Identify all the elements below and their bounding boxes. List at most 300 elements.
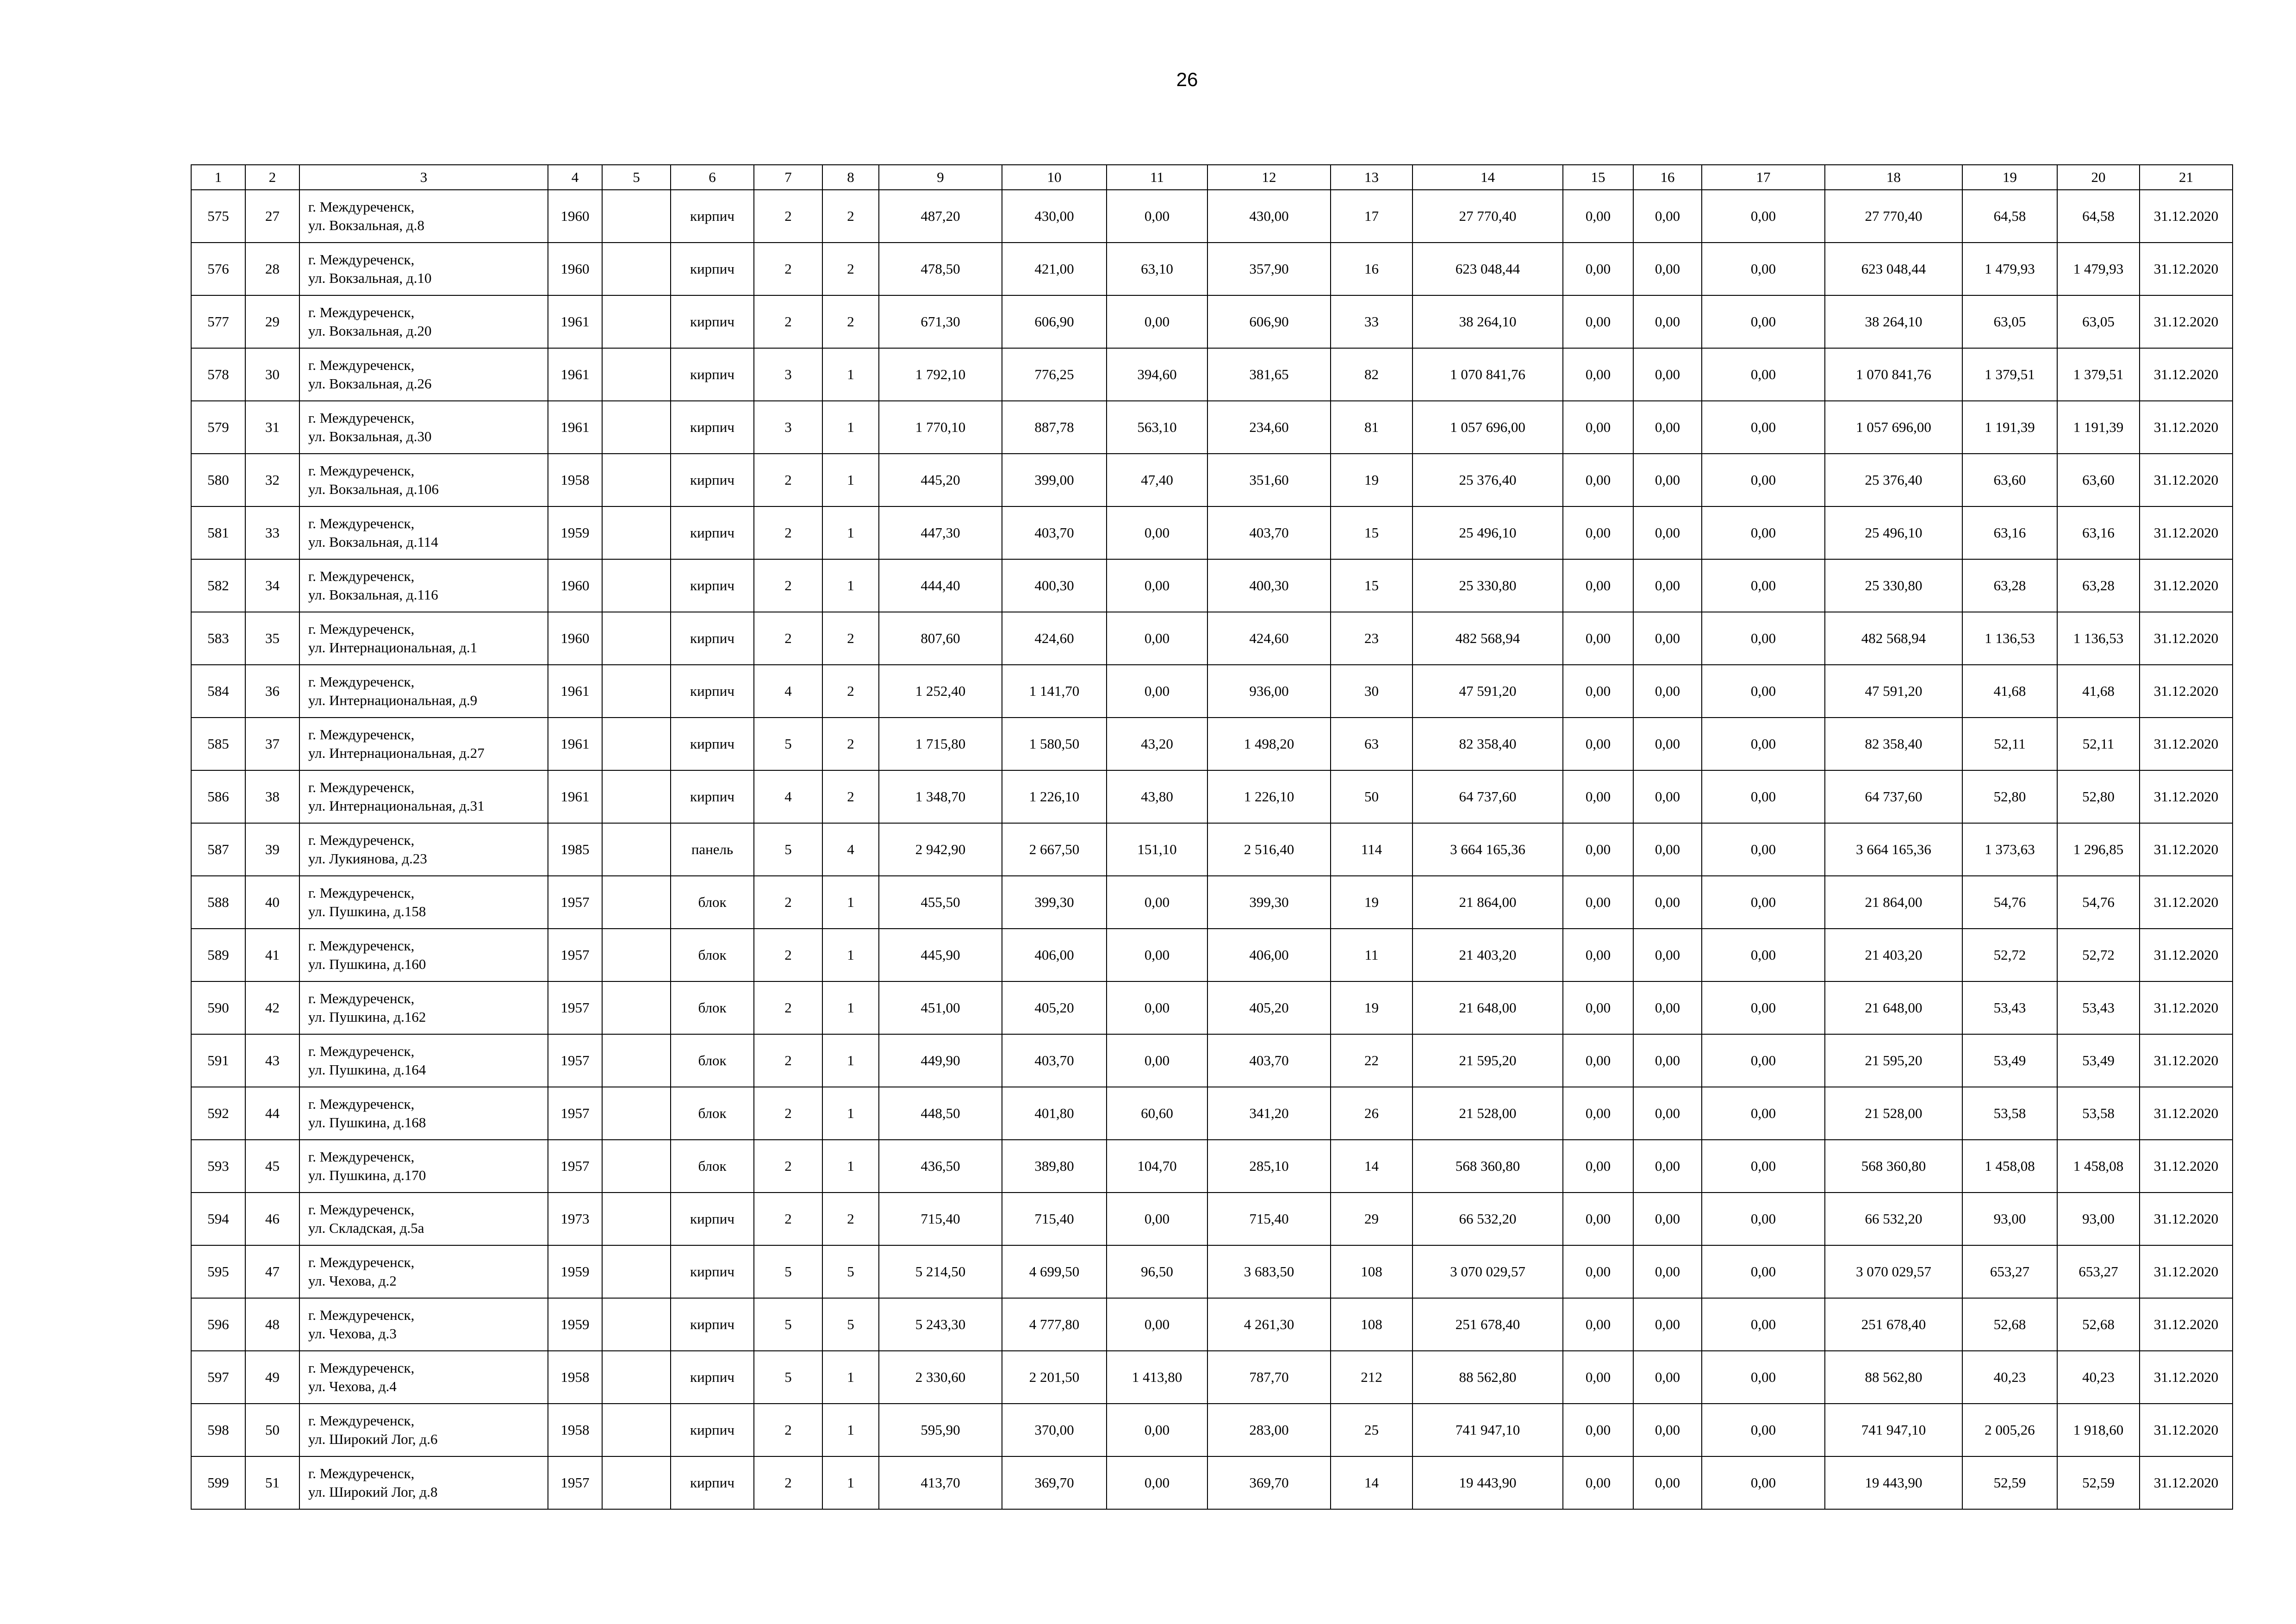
address-city: г. Междуреченск, (308, 1360, 415, 1376)
cell-col-7: 2 (754, 295, 822, 348)
cell-col-14: 21 528,00 (1412, 1087, 1563, 1140)
cell-col-20: 1 918,60 (2057, 1404, 2140, 1456)
cell-col-14: 88 562,80 (1412, 1351, 1563, 1404)
cell-col-18: 251 678,40 (1825, 1298, 1962, 1351)
cell-col-20: 1 136,53 (2057, 612, 2140, 665)
cell-col-1: 577 (191, 295, 245, 348)
cell-col-16: 0,00 (1633, 981, 1702, 1034)
cell-col-5 (602, 665, 671, 718)
cell-col-12: 399,30 (1207, 876, 1331, 929)
column-header-13: 13 (1331, 165, 1412, 190)
cell-col-18: 21 528,00 (1825, 1087, 1962, 1140)
column-header-9: 9 (879, 165, 1002, 190)
cell-col-8: 1 (822, 401, 879, 454)
address-city: г. Междуреченск, (308, 1412, 415, 1429)
cell-col-1: 582 (191, 559, 245, 612)
cell-col-20: 63,28 (2057, 559, 2140, 612)
cell-col-16: 0,00 (1633, 1298, 1702, 1351)
cell-col-7: 5 (754, 823, 822, 876)
cell-col-18: 21 403,20 (1825, 929, 1962, 981)
cell-col-9: 448,50 (879, 1087, 1002, 1140)
cell-col-16: 0,00 (1633, 454, 1702, 506)
cell-col-21: 31.12.2020 (2140, 823, 2233, 876)
address-street: ул. Пушкина, д.160 (308, 956, 426, 972)
cell-col-8: 1 (822, 876, 879, 929)
address-cell (299, 665, 548, 718)
cell-col-12: 403,70 (1207, 1034, 1331, 1087)
cell-col-13: 63 (1331, 718, 1412, 770)
header-row (191, 165, 2233, 190)
cell-col-5 (602, 348, 671, 401)
page-number: 26 (1176, 69, 1198, 90)
cell-col-15: 0,00 (1563, 506, 1633, 559)
cell-col-17: 0,00 (1702, 823, 1825, 876)
table-row (191, 190, 2233, 243)
cell-col-16: 0,00 (1633, 190, 1702, 243)
cell-col-1: 597 (191, 1351, 245, 1404)
cell-col-6: блок (671, 981, 754, 1034)
address-cell (299, 1404, 548, 1456)
cell-col-20: 52,80 (2057, 770, 2140, 823)
cell-col-10: 424,60 (1002, 612, 1107, 665)
cell-col-20: 93,00 (2057, 1193, 2140, 1245)
cell-col-12: 787,70 (1207, 1351, 1331, 1404)
cell-col-6: кирпич (671, 506, 754, 559)
cell-col-18: 21 864,00 (1825, 876, 1962, 929)
cell-col-9: 1 792,10 (879, 348, 1002, 401)
cell-col-7: 3 (754, 348, 822, 401)
cell-col-5 (602, 1087, 671, 1140)
address-city: г. Междуреченск, (308, 568, 415, 584)
cell-col-14: 25 376,40 (1412, 454, 1563, 506)
cell-col-6: блок (671, 929, 754, 981)
cell-col-18: 21 648,00 (1825, 981, 1962, 1034)
cell-col-8: 2 (822, 190, 879, 243)
cell-col-6: кирпич (671, 348, 754, 401)
address-city: г. Междуреченск, (308, 357, 415, 373)
cell-col-2: 36 (245, 665, 299, 718)
cell-col-11: 47,40 (1107, 454, 1207, 506)
cell-col-10: 1 141,70 (1002, 665, 1107, 718)
address-street: ул. Чехова, д.2 (308, 1273, 397, 1289)
address-street: ул. Вокзальная, д.10 (308, 270, 432, 286)
cell-col-2: 27 (245, 190, 299, 243)
cell-col-15: 0,00 (1563, 665, 1633, 718)
cell-col-9: 1 770,10 (879, 401, 1002, 454)
cell-col-10: 1 226,10 (1002, 770, 1107, 823)
table-row (191, 929, 2233, 981)
cell-col-15: 0,00 (1563, 929, 1633, 981)
cell-col-4: 1958 (548, 454, 602, 506)
cell-col-19: 653,27 (1962, 1245, 2057, 1298)
cell-col-6: кирпич (671, 770, 754, 823)
cell-col-14: 21 403,20 (1412, 929, 1563, 981)
cell-col-9: 451,00 (879, 981, 1002, 1034)
cell-col-4: 1957 (548, 1034, 602, 1087)
address-street: ул. Широкий Лог, д.8 (308, 1484, 438, 1500)
cell-col-15: 0,00 (1563, 295, 1633, 348)
cell-col-13: 23 (1331, 612, 1412, 665)
cell-col-17: 0,00 (1702, 876, 1825, 929)
cell-col-2: 48 (245, 1298, 299, 1351)
cell-col-10: 1 580,50 (1002, 718, 1107, 770)
table-row (191, 770, 2233, 823)
cell-col-1: 579 (191, 401, 245, 454)
cell-col-15: 0,00 (1563, 243, 1633, 295)
cell-col-18: 25 376,40 (1825, 454, 1962, 506)
cell-col-7: 5 (754, 1245, 822, 1298)
cell-col-2: 38 (245, 770, 299, 823)
cell-col-2: 43 (245, 1034, 299, 1087)
cell-col-14: 25 330,80 (1412, 559, 1563, 612)
cell-col-2: 31 (245, 401, 299, 454)
address-cell (299, 1245, 548, 1298)
cell-col-13: 25 (1331, 1404, 1412, 1456)
cell-col-21: 31.12.2020 (2140, 665, 2233, 718)
address-cell (299, 770, 548, 823)
cell-col-7: 2 (754, 929, 822, 981)
column-header-7: 7 (754, 165, 822, 190)
cell-col-7: 2 (754, 1034, 822, 1087)
cell-col-5 (602, 1140, 671, 1193)
cell-col-19: 1 379,51 (1962, 348, 2057, 401)
cell-col-18: 88 562,80 (1825, 1351, 1962, 1404)
address-street: ул. Чехова, д.4 (308, 1378, 397, 1394)
cell-col-18: 3 070 029,57 (1825, 1245, 1962, 1298)
cell-col-4: 1959 (548, 506, 602, 559)
address-city: г. Междуреченск, (308, 462, 415, 479)
cell-col-15: 0,00 (1563, 1193, 1633, 1245)
cell-col-5 (602, 295, 671, 348)
cell-col-21: 31.12.2020 (2140, 1193, 2233, 1245)
cell-col-20: 52,68 (2057, 1298, 2140, 1351)
cell-col-21: 31.12.2020 (2140, 1140, 2233, 1193)
cell-col-19: 40,23 (1962, 1351, 2057, 1404)
cell-col-11: 60,60 (1107, 1087, 1207, 1140)
cell-col-14: 19 443,90 (1412, 1456, 1563, 1509)
cell-col-21: 31.12.2020 (2140, 1034, 2233, 1087)
cell-col-2: 40 (245, 876, 299, 929)
cell-col-18: 25 496,10 (1825, 506, 1962, 559)
cell-col-20: 53,43 (2057, 981, 2140, 1034)
cell-col-19: 52,80 (1962, 770, 2057, 823)
cell-col-6: блок (671, 876, 754, 929)
address-cell (299, 1087, 548, 1140)
cell-col-18: 82 358,40 (1825, 718, 1962, 770)
address-city: г. Междуреченск, (308, 1096, 415, 1112)
cell-col-9: 413,70 (879, 1456, 1002, 1509)
cell-col-16: 0,00 (1633, 823, 1702, 876)
cell-col-6: блок (671, 1087, 754, 1140)
cell-col-21: 31.12.2020 (2140, 1298, 2233, 1351)
cell-col-21: 31.12.2020 (2140, 190, 2233, 243)
cell-col-5 (602, 929, 671, 981)
address-city: г. Междуреченск, (308, 515, 415, 531)
cell-col-16: 0,00 (1633, 1140, 1702, 1193)
cell-col-4: 1961 (548, 718, 602, 770)
cell-col-7: 2 (754, 1087, 822, 1140)
cell-col-2: 33 (245, 506, 299, 559)
cell-col-8: 2 (822, 295, 879, 348)
address-cell (299, 876, 548, 929)
cell-col-17: 0,00 (1702, 1140, 1825, 1193)
cell-col-9: 5 214,50 (879, 1245, 1002, 1298)
cell-col-1: 589 (191, 929, 245, 981)
cell-col-19: 52,11 (1962, 718, 2057, 770)
cell-col-10: 403,70 (1002, 506, 1107, 559)
cell-col-1: 594 (191, 1193, 245, 1245)
cell-col-8: 1 (822, 1456, 879, 1509)
cell-col-15: 0,00 (1563, 190, 1633, 243)
cell-col-12: 285,10 (1207, 1140, 1331, 1193)
address-street: ул. Интернациональная, д.1 (308, 639, 478, 656)
cell-col-21: 31.12.2020 (2140, 770, 2233, 823)
cell-col-9: 436,50 (879, 1140, 1002, 1193)
cell-col-10: 2 667,50 (1002, 823, 1107, 876)
cell-col-15: 0,00 (1563, 1087, 1633, 1140)
cell-col-12: 369,70 (1207, 1456, 1331, 1509)
cell-col-5 (602, 1351, 671, 1404)
register-table (191, 164, 2233, 1510)
cell-col-21: 31.12.2020 (2140, 876, 2233, 929)
cell-col-17: 0,00 (1702, 1351, 1825, 1404)
address-street: ул. Вокзальная, д.8 (308, 217, 424, 233)
cell-col-12: 1 226,10 (1207, 770, 1331, 823)
cell-col-12: 405,20 (1207, 981, 1331, 1034)
cell-col-16: 0,00 (1633, 876, 1702, 929)
cell-col-7: 2 (754, 876, 822, 929)
cell-col-20: 1 191,39 (2057, 401, 2140, 454)
cell-col-21: 31.12.2020 (2140, 1404, 2233, 1456)
address-street: ул. Пушкина, д.168 (308, 1114, 426, 1131)
cell-col-13: 17 (1331, 190, 1412, 243)
cell-col-17: 0,00 (1702, 981, 1825, 1034)
cell-col-13: 19 (1331, 981, 1412, 1034)
table-row (191, 823, 2233, 876)
cell-col-6: блок (671, 1034, 754, 1087)
cell-col-6: кирпич (671, 1404, 754, 1456)
cell-col-21: 31.12.2020 (2140, 929, 2233, 981)
cell-col-8: 2 (822, 243, 879, 295)
cell-col-14: 1 057 696,00 (1412, 401, 1563, 454)
cell-col-7: 2 (754, 1456, 822, 1509)
address-street: ул. Вокзальная, д.114 (308, 534, 438, 550)
cell-col-18: 1 070 841,76 (1825, 348, 1962, 401)
cell-col-6: кирпич (671, 190, 754, 243)
cell-col-9: 447,30 (879, 506, 1002, 559)
cell-col-8: 2 (822, 1193, 879, 1245)
cell-col-1: 593 (191, 1140, 245, 1193)
address-cell (299, 559, 548, 612)
cell-col-7: 5 (754, 718, 822, 770)
cell-col-7: 2 (754, 981, 822, 1034)
cell-col-11: 0,00 (1107, 1404, 1207, 1456)
cell-col-18: 1 057 696,00 (1825, 401, 1962, 454)
cell-col-1: 578 (191, 348, 245, 401)
address-street: ул. Пушкина, д.164 (308, 1062, 426, 1078)
cell-col-19: 1 191,39 (1962, 401, 2057, 454)
cell-col-8: 1 (822, 559, 879, 612)
column-header-2: 2 (245, 165, 299, 190)
cell-col-5 (602, 981, 671, 1034)
address-city: г. Междуреченск, (308, 1201, 415, 1218)
cell-col-5 (602, 559, 671, 612)
cell-col-9: 445,20 (879, 454, 1002, 506)
cell-col-19: 52,72 (1962, 929, 2057, 981)
cell-col-10: 715,40 (1002, 1193, 1107, 1245)
cell-col-10: 389,80 (1002, 1140, 1107, 1193)
cell-col-21: 31.12.2020 (2140, 612, 2233, 665)
cell-col-10: 403,70 (1002, 1034, 1107, 1087)
cell-col-17: 0,00 (1702, 1034, 1825, 1087)
cell-col-5 (602, 1193, 671, 1245)
cell-col-17: 0,00 (1702, 770, 1825, 823)
cell-col-6: кирпич (671, 1245, 754, 1298)
cell-col-17: 0,00 (1702, 506, 1825, 559)
cell-col-4: 1958 (548, 1351, 602, 1404)
cell-col-9: 444,40 (879, 559, 1002, 612)
cell-col-13: 22 (1331, 1034, 1412, 1087)
table-row (191, 401, 2233, 454)
address-cell (299, 348, 548, 401)
address-cell (299, 1034, 548, 1087)
cell-col-14: 82 358,40 (1412, 718, 1563, 770)
cell-col-18: 19 443,90 (1825, 1456, 1962, 1509)
cell-col-2: 32 (245, 454, 299, 506)
cell-col-21: 31.12.2020 (2140, 348, 2233, 401)
cell-col-16: 0,00 (1633, 1456, 1702, 1509)
cell-col-13: 11 (1331, 929, 1412, 981)
cell-col-12: 381,65 (1207, 348, 1331, 401)
cell-col-5 (602, 612, 671, 665)
column-header-3: 3 (299, 165, 548, 190)
cell-col-12: 283,00 (1207, 1404, 1331, 1456)
cell-col-12: 400,30 (1207, 559, 1331, 612)
cell-col-13: 15 (1331, 559, 1412, 612)
cell-col-17: 0,00 (1702, 612, 1825, 665)
cell-col-11: 0,00 (1107, 612, 1207, 665)
cell-col-14: 568 360,80 (1412, 1140, 1563, 1193)
column-header-21: 21 (2140, 165, 2233, 190)
cell-col-1: 588 (191, 876, 245, 929)
cell-col-19: 63,16 (1962, 506, 2057, 559)
cell-col-11: 0,00 (1107, 876, 1207, 929)
cell-col-14: 47 591,20 (1412, 665, 1563, 718)
cell-col-8: 1 (822, 506, 879, 559)
address-cell (299, 1351, 548, 1404)
cell-col-20: 1 458,08 (2057, 1140, 2140, 1193)
cell-col-4: 1960 (548, 612, 602, 665)
cell-col-14: 25 496,10 (1412, 506, 1563, 559)
cell-col-10: 399,30 (1002, 876, 1107, 929)
cell-col-4: 1961 (548, 770, 602, 823)
cell-col-11: 0,00 (1107, 559, 1207, 612)
cell-col-21: 31.12.2020 (2140, 506, 2233, 559)
cell-col-5 (602, 876, 671, 929)
cell-col-2: 50 (245, 1404, 299, 1456)
cell-col-7: 4 (754, 665, 822, 718)
cell-col-16: 0,00 (1633, 770, 1702, 823)
cell-col-5 (602, 770, 671, 823)
cell-col-1: 576 (191, 243, 245, 295)
column-header-16: 16 (1633, 165, 1702, 190)
cell-col-15: 0,00 (1563, 1245, 1633, 1298)
table-row (191, 1404, 2233, 1456)
cell-col-1: 592 (191, 1087, 245, 1140)
cell-col-20: 63,05 (2057, 295, 2140, 348)
cell-col-17: 0,00 (1702, 243, 1825, 295)
cell-col-9: 445,90 (879, 929, 1002, 981)
cell-col-10: 401,80 (1002, 1087, 1107, 1140)
cell-col-17: 0,00 (1702, 1404, 1825, 1456)
cell-col-12: 406,00 (1207, 929, 1331, 981)
cell-col-1: 580 (191, 454, 245, 506)
cell-col-18: 623 048,44 (1825, 243, 1962, 295)
cell-col-11: 0,00 (1107, 1456, 1207, 1509)
address-street: ул. Вокзальная, д.106 (308, 481, 439, 497)
address-cell (299, 454, 548, 506)
cell-col-5 (602, 454, 671, 506)
cell-col-4: 1960 (548, 559, 602, 612)
cell-col-17: 0,00 (1702, 665, 1825, 718)
cell-col-7: 2 (754, 454, 822, 506)
cell-col-17: 0,00 (1702, 295, 1825, 348)
cell-col-2: 42 (245, 981, 299, 1034)
cell-col-18: 27 770,40 (1825, 190, 1962, 243)
cell-col-10: 887,78 (1002, 401, 1107, 454)
cell-col-15: 0,00 (1563, 823, 1633, 876)
cell-col-16: 0,00 (1633, 718, 1702, 770)
cell-col-9: 455,50 (879, 876, 1002, 929)
cell-col-12: 4 261,30 (1207, 1298, 1331, 1351)
cell-col-21: 31.12.2020 (2140, 401, 2233, 454)
cell-col-8: 1 (822, 1404, 879, 1456)
cell-col-17: 0,00 (1702, 929, 1825, 981)
cell-col-8: 2 (822, 770, 879, 823)
address-street: ул. Пушкина, д.170 (308, 1167, 426, 1183)
cell-col-14: 741 947,10 (1412, 1404, 1563, 1456)
cell-col-13: 108 (1331, 1298, 1412, 1351)
cell-col-10: 405,20 (1002, 981, 1107, 1034)
address-city: г. Междуреченск, (308, 1254, 415, 1270)
address-city: г. Междуреченск, (308, 251, 415, 268)
cell-col-16: 0,00 (1633, 1087, 1702, 1140)
cell-col-19: 1 458,08 (1962, 1140, 2057, 1193)
address-street: ул. Пушкина, д.162 (308, 1009, 426, 1025)
column-header-17: 17 (1702, 165, 1825, 190)
cell-col-20: 63,16 (2057, 506, 2140, 559)
cell-col-16: 0,00 (1633, 243, 1702, 295)
cell-col-12: 1 498,20 (1207, 718, 1331, 770)
column-header-18: 18 (1825, 165, 1962, 190)
cell-col-17: 0,00 (1702, 1193, 1825, 1245)
cell-col-6: кирпич (671, 1298, 754, 1351)
cell-col-6: кирпич (671, 454, 754, 506)
cell-col-8: 2 (822, 612, 879, 665)
cell-col-11: 0,00 (1107, 981, 1207, 1034)
cell-col-7: 2 (754, 612, 822, 665)
cell-col-2: 39 (245, 823, 299, 876)
table-row (191, 612, 2233, 665)
cell-col-14: 38 264,10 (1412, 295, 1563, 348)
cell-col-7: 2 (754, 506, 822, 559)
cell-col-5 (602, 1034, 671, 1087)
cell-col-18: 47 591,20 (1825, 665, 1962, 718)
cell-col-17: 0,00 (1702, 1298, 1825, 1351)
column-header-15: 15 (1563, 165, 1633, 190)
address-city: г. Междуреченск, (308, 1043, 415, 1059)
cell-col-14: 64 737,60 (1412, 770, 1563, 823)
